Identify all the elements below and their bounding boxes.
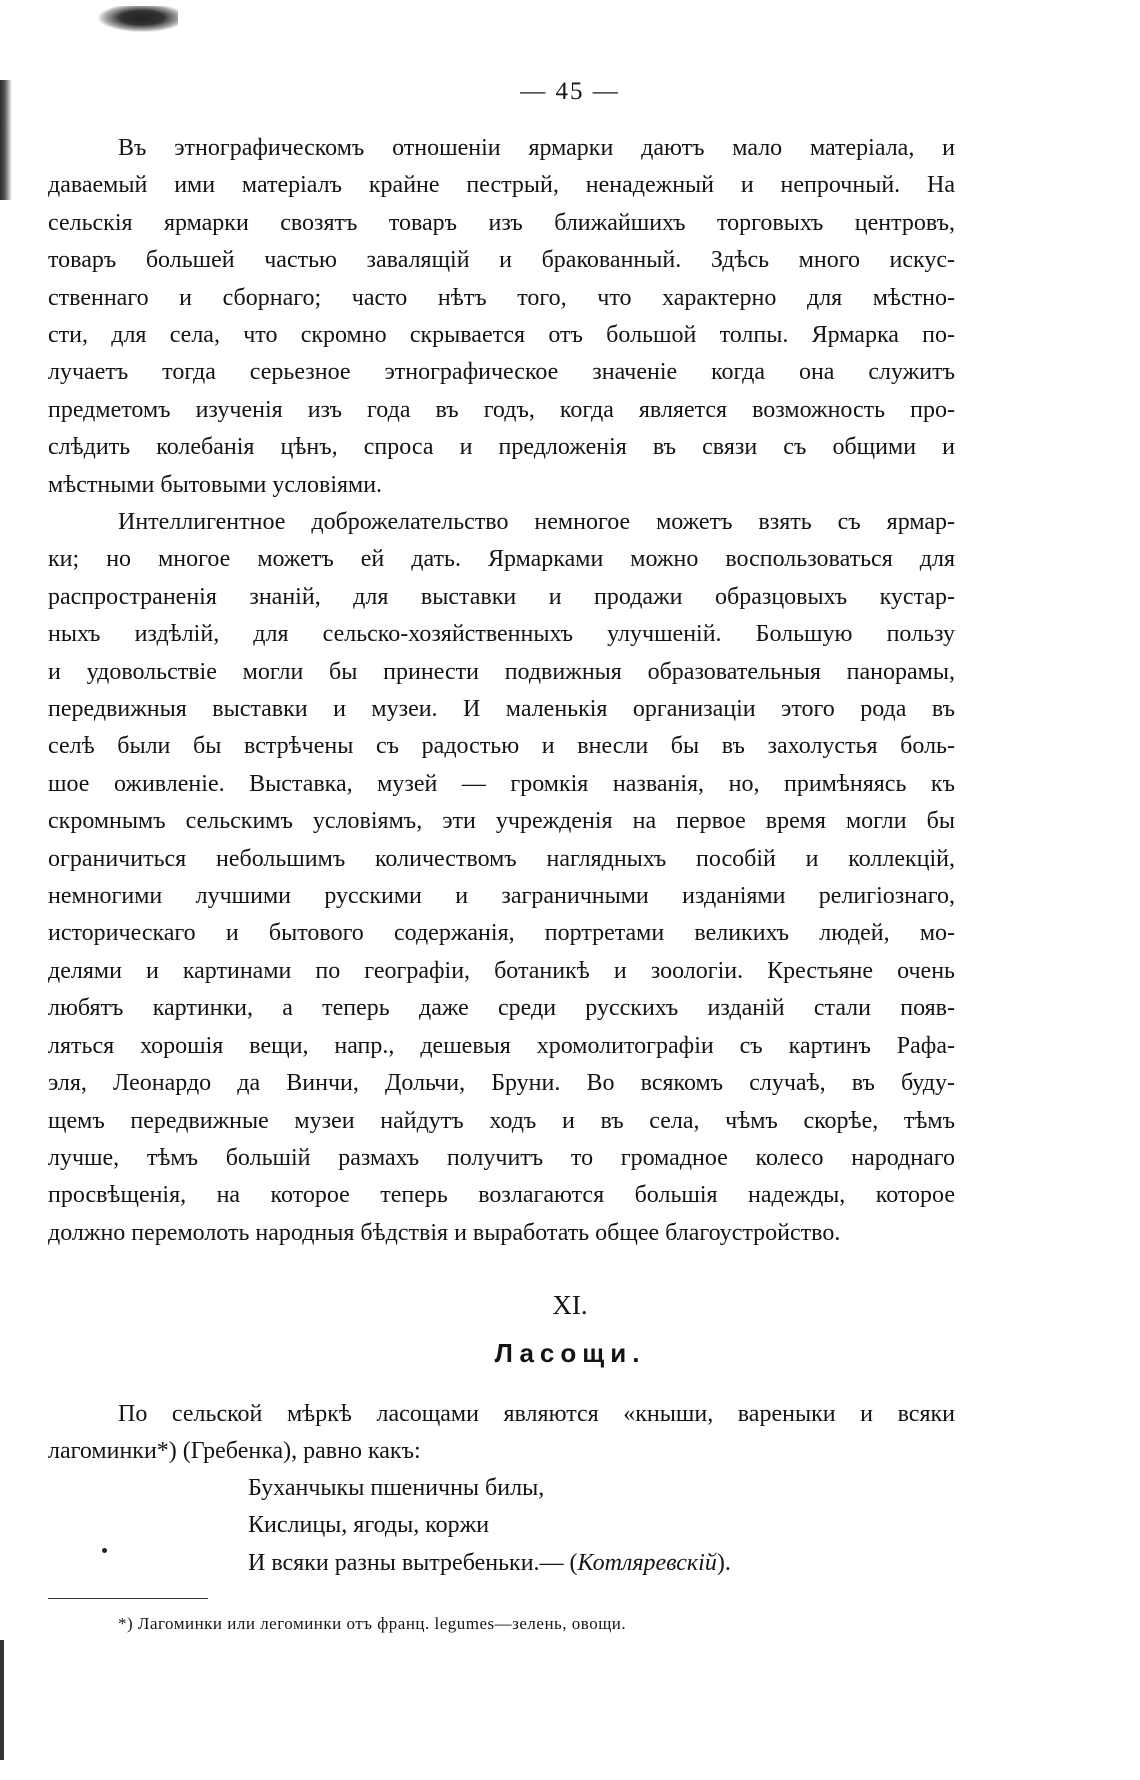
poem-closing: ). — [716, 1549, 731, 1576]
text-line: ограничиться небольшимъ количествомъ наглядныхъ пособій и коллекцій, — [48, 845, 955, 872]
section-title: Ласощи. — [494, 1338, 646, 1368]
text-line: ки; но многое можетъ ей дать. Ярмарками можно воспользоваться для — [48, 546, 955, 573]
poem-quote — [248, 1470, 731, 1582]
text-line: сти, для села, что скромно скрывается отъ большой толпы. Ярмарка по- — [48, 322, 955, 349]
text-line: немногими лучшими русскими и заграничными изданіями религіознаго, — [48, 883, 955, 910]
poem-line-last — [248, 1545, 731, 1582]
text-line: мѣстными бытовыми условіями. — [48, 471, 383, 498]
page-number: — 45 — — [520, 78, 620, 105]
text-line: скромнымъ сельскимъ условіямъ, эти учрежденія на первое время могли бы — [48, 808, 955, 835]
text-line: ляться хорошія вещи, напр., дешевыя хромолитографіи съ картинъ Рафа- — [48, 1032, 955, 1059]
text-line: Въ этнографическомъ отношеніи ярмарки даютъ мало матеріала, и — [118, 135, 955, 161]
text-line: ныхъ издѣлій, для сельско-хозяйственныхъ улучшеній. Большую пользу — [48, 621, 955, 648]
paragraph-ethnography — [48, 130, 955, 504]
text-line: Интеллигентное доброжелательство немногое можетъ взять съ ярмар- — [118, 509, 955, 535]
text-line: должно перемолоть народныя бѣдствія и выработать общее благоустройство. — [48, 1219, 841, 1246]
text-line: распространенія знаній, для выставки и продажи образцовыхъ кустар- — [48, 583, 955, 610]
poem-author: Котляревскій — [577, 1549, 717, 1576]
text-line: историческаго и бытового содержанія, портретами великихъ людей, мо- — [48, 920, 955, 947]
footnote-divider — [48, 1598, 208, 1599]
text-line: просвѣщенія, на которое теперь возлагаются большія надежды, которое — [48, 1182, 955, 1209]
text-line: даваемый ими матеріалъ крайне пестрый, ненадежный и непрочный. На — [48, 172, 955, 199]
text-line: лучаетъ тогда серьезное этнографическое значеніе когда она служитъ — [48, 359, 955, 386]
section-number: XI. — [552, 1290, 588, 1320]
text-line: делями и картинами по географіи, ботаникѣ и зоологіи. Крестьяне очень — [48, 957, 955, 984]
text-line: По сельской мѣркѣ ласощами являются «кныши, вареныки и всяки — [118, 1401, 955, 1427]
paragraph-treats — [48, 1396, 955, 1471]
text-line: передвижныя выставки и музеи. И маленькія организаціи этого рода въ — [48, 696, 955, 723]
text-line: ственнаго и сборнаго; часто нѣтъ того, что характерно для мѣстно- — [48, 284, 955, 311]
poem-line-text: И всяки разны вытребеньки.— ( — [248, 1549, 578, 1576]
text-line: шое оживленіе. Выставка, музей — громкія названія, но, примѣняясь къ — [48, 770, 955, 797]
text-line: лучше, тѣмъ большій размахъ получитъ то громадное колесо народнаго — [48, 1144, 955, 1171]
text-line: селѣ были бы встрѣчены съ радостью и внесли бы въ захолустья боль- — [48, 733, 955, 760]
text-line: лагоминки*) (Гребенка), равно какъ: — [48, 1438, 421, 1465]
margin-scan-artifact-bottom — [0, 1640, 4, 1760]
text-line: и удовольствіе могли бы принести подвижныя образовательныя панорамы, — [48, 658, 955, 685]
footnote: *) Лагоминки или легоминки отъ франц. legumes—зелень, овощи. — [118, 1614, 627, 1633]
poem-line: Кислицы, ягоды, коржи — [248, 1512, 490, 1539]
text-line: слѣдить колебанія цѣнъ, спроса и предложенія въ связи съ общими и — [48, 434, 955, 461]
text-line: товаръ большей частью завалящій и бракованный. Здѣсь много искус- — [48, 247, 955, 274]
text-line: любятъ картинки, а теперь даже среди русскихъ изданій стали появ- — [48, 995, 955, 1022]
text-line: предметомъ изученія изъ года въ годъ, когда является возможность про- — [48, 396, 955, 423]
paragraph-intelligentsia — [48, 504, 955, 1252]
ink-blot — [98, 6, 178, 32]
text-line: эля, Леонардо да Винчи, Дольчи, Бруни. Во всякомъ случаѣ, въ буду- — [48, 1070, 955, 1097]
stray-ink-dot — [102, 1548, 107, 1553]
text-line: щемъ передвижные музеи найдутъ ходъ и въ села, чѣмъ скорѣе, тѣмъ — [48, 1107, 955, 1134]
text-line: сельскія ярмарки свозятъ товаръ изъ ближайшихъ торговыхъ центровъ, — [48, 209, 955, 236]
poem-line: Буханчыкы пшеничны билы, — [248, 1475, 545, 1501]
